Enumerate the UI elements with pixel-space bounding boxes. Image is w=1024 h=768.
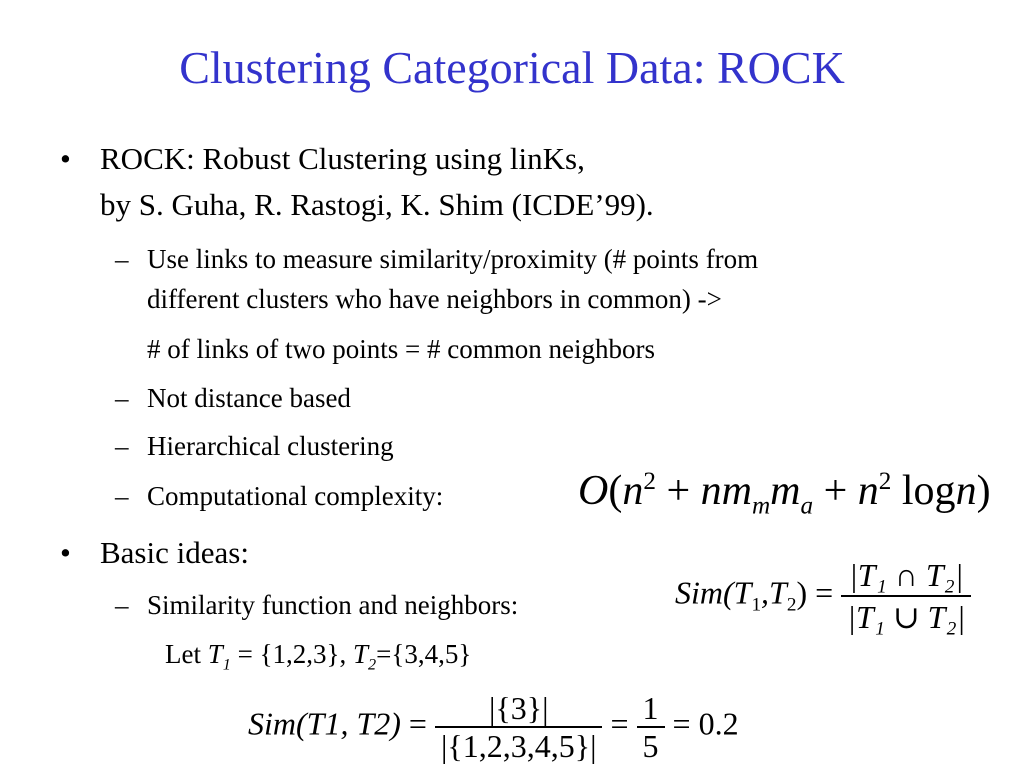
sub-bullet-text: Use links to measure similarity/proximity (# points from <box>147 244 759 274</box>
formula-text: n <box>622 468 644 514</box>
formula-text: Sim <box>675 574 723 611</box>
bullet-marker: • <box>60 141 71 176</box>
dash-marker: – <box>115 383 129 413</box>
dash-marker: – <box>115 244 129 274</box>
bullet-text-line: by S. Guha, R. Rastogi, K. Shim (ICDE’99). <box>100 187 654 222</box>
formula-text: m <box>770 468 801 514</box>
sub-bullet-text: Hierarchical clustering <box>147 431 394 461</box>
fraction-numerator: |T₁ ∩ T₂| <box>848 557 964 593</box>
fraction-numerator: 1 <box>642 690 659 726</box>
bullet-text-line: ROCK: Robust Clustering using linKs, <box>100 141 585 176</box>
formula-text: a <box>800 492 814 520</box>
slide-title: Clustering Categorical Data: ROCK <box>179 42 845 93</box>
formula-text: n <box>857 468 879 514</box>
similarity-example-formula <box>248 690 739 764</box>
fraction <box>435 690 603 764</box>
formula-text: + <box>655 468 701 514</box>
fraction-denominator: |{1,2,3,4,5}| <box>440 728 597 764</box>
complexity-formula <box>578 452 991 536</box>
bullet-text-line: Basic ideas: <box>100 535 249 570</box>
formula-text: Sim <box>248 705 296 742</box>
let-text: = {1,2,3}, <box>230 639 354 669</box>
sub-bullet-text: Computational complexity: <box>147 481 444 511</box>
let-text: ={3,4,5} <box>376 639 472 669</box>
fraction-denominator: 5 <box>642 728 659 764</box>
fraction-numerator: |{3}| <box>488 690 549 726</box>
fraction-denominator: |T₁ ∪ T₂| <box>847 599 966 635</box>
let-text: T <box>207 639 223 669</box>
formula-text: n <box>955 468 977 514</box>
fraction <box>637 690 665 764</box>
sub-bullet-text <box>165 635 471 683</box>
formula-text: = <box>400 705 435 742</box>
formula-text: (T <box>723 574 752 611</box>
let-text: 2 <box>368 655 377 674</box>
dash-marker: – <box>115 481 129 511</box>
formula-text: O <box>578 468 609 514</box>
fraction <box>841 555 971 637</box>
similarity-definition-formula <box>675 555 971 637</box>
formula-text: 0.2 <box>698 705 739 742</box>
formula-text: + <box>813 468 858 514</box>
formula-text: ( <box>608 468 623 514</box>
formula-text: ,T <box>761 574 787 611</box>
sub-bullet-text: Not distance based <box>147 383 351 413</box>
let-text: Let <box>165 639 208 669</box>
formula-text: 2 <box>643 468 656 495</box>
sub-bullet-text: different clusters who have neighbors in common) -> <box>147 284 722 314</box>
formula-text: = <box>807 574 842 611</box>
formula-text: m <box>721 468 752 514</box>
formula-text: log <box>891 468 956 514</box>
let-text: T <box>353 639 369 669</box>
formula-text: ) <box>796 574 808 611</box>
formula-text: = <box>602 705 637 742</box>
formula-text: 2 <box>786 594 797 616</box>
let-text: 1 <box>222 655 231 674</box>
sub-bullet-text: Similarity function and neighbors: <box>147 590 519 620</box>
formula-text: (T1, T2) <box>296 705 401 742</box>
formula-text: 2 <box>878 468 892 495</box>
formula-text: n <box>700 468 722 514</box>
dash-marker: – <box>115 590 129 620</box>
formula-text: ) <box>976 468 991 514</box>
formula-text: 1 <box>751 594 762 616</box>
sub-bullet-text: # of links of two points = # common neighbors <box>147 334 655 364</box>
formula-text: m <box>751 492 771 520</box>
formula-text: = <box>664 705 699 742</box>
bullet-marker: • <box>60 535 71 570</box>
dash-marker: – <box>115 431 129 461</box>
